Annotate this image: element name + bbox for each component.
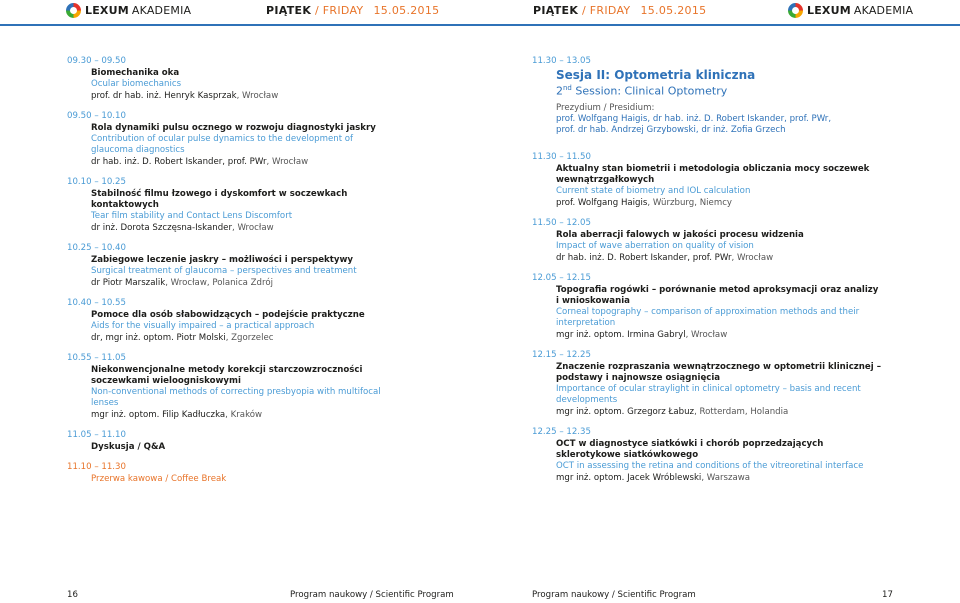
speaker-place: , Wrocław [731,252,774,263]
page-number-right: 17 [882,590,893,600]
break-sep: / [162,474,171,484]
program-item [67,56,387,102]
date: 15.05.2015 [373,4,440,17]
session-sub-suffix: nd [563,84,572,92]
item-speaker [532,473,882,484]
item-title-pl: Biomechanika oka [91,68,180,78]
item-time: 10.10 – 10.25 [67,177,126,187]
speaker-name: dr inż. Dorota Szczęsna-Iskander [91,223,232,233]
program-item [532,273,882,341]
speaker-name: dr hab. inż. D. Robert Iskander, prof. PWr [556,252,732,263]
item-title-en: Ocular biomechanics [91,79,182,89]
speaker-place: , Kraków [225,410,263,420]
header-divider [0,24,960,26]
break-en: Coffee Break [170,474,227,484]
item-title-en: Surgical treatment of glaucoma – perspectives and treatment [91,266,357,276]
speaker-name: mgr inż. optom. Irmina Gabryl [556,329,686,340]
item-title-en: Impact of wave aberration on quality of vision [556,240,754,251]
lexum-logo-right [788,3,913,18]
logo-brand: LEXUM [807,4,851,17]
program-item [532,427,882,484]
discussion-label: Dyskusja / Q&A [91,442,166,452]
speaker-place: , Wrocław [266,157,309,167]
item-title-pl: Rola dynamiki pulsu ocznego w rozwoju diagnostyki jaskry [91,123,376,133]
speaker-place: , Wrocław, Polanica Zdrój [165,278,273,288]
speaker-place: , Warszawa [701,472,751,483]
header-date-right [533,4,706,17]
speaker-place: , Rotterdam, Holandia [694,406,789,417]
item-speaker [67,223,387,234]
item-time: 11.10 – 11.30 [67,462,126,472]
speaker-place: , Wrocław [236,91,279,101]
item-title-pl: Znaczenie rozpraszania wewnątrzocznego w optometrii klinicznej – podstawy i najnowsze osiągnięcia [556,361,881,383]
program-item [532,218,882,264]
item-speaker [532,407,882,418]
day-en: FRIDAY [589,4,631,17]
item-time: 10.40 – 10.55 [67,298,126,308]
session-sub-text: Session: Clinical Optometry [571,84,728,98]
item-speaker [67,278,387,289]
day-pl: PIĄTEK [533,4,579,17]
item-time: 12.15 – 12.25 [532,349,591,360]
discussion-item [67,430,387,453]
item-title-pl: Zabiegowe leczenie jaskry – możliwości i perspektywy [91,255,354,265]
header-date-left [266,4,439,17]
item-speaker [67,410,387,421]
session-title: Sesja II: Optometria kliniczna [556,68,756,82]
item-title-pl: Stabilność filmu łzowego i dyskomfort w soczewkach kontaktowych [91,189,348,210]
program-item [67,298,387,344]
speaker-name: dr, mgr inż. optom. Piotr Molski [91,333,226,343]
item-title-pl: Niekonwencjonalne metody korekcji starczowzroczności soczewkami wieloogniskowymi [91,365,363,386]
date: 15.05.2015 [640,4,707,17]
presidium-label: Prezydium / Presidium: [556,102,655,113]
item-time: 09.50 – 10.10 [67,111,126,121]
item-title-en: Aids for the visually impaired – a practical approach [91,321,315,331]
break-pl: Przerwa kawowa [91,474,163,484]
item-title-en: Tear film stability and Contact Lens Discomfort [91,211,293,221]
session-subtitle [532,82,882,98]
speaker-name: dr hab. inż. D. Robert Iskander, prof. PWr [91,157,267,167]
item-time: 11.50 – 12.05 [532,217,591,228]
speaker-name: mgr inż. optom. Filip Kadłuczka [91,410,226,420]
break-title [67,474,387,485]
session-block [532,56,882,136]
program-item [67,243,387,289]
item-time: 12.05 – 12.15 [532,272,591,283]
speaker-name: prof. dr hab. inż. Henryk Kasprzak [91,91,237,101]
speaker-name: mgr inż. optom. Jacek Wróblewski [556,472,702,483]
left-column [67,56,387,494]
item-speaker [67,157,387,168]
footer-label-right: Program naukowy / Scientific Program [532,590,696,600]
speaker-name: dr Piotr Marszalik [91,278,166,288]
item-speaker [532,198,882,209]
session-time: 11.30 – 13.05 [532,56,591,66]
day-sep: / [578,4,590,17]
item-speaker [67,91,387,102]
item-speaker [67,333,387,344]
break-item [67,462,387,485]
speaker-name: prof. Wolfgang Haigis [556,197,648,208]
item-title-pl: Pomoce dla osób słabowidzących – podejście praktyczne [91,310,365,320]
right-column [532,56,882,493]
presidium-line-2: prof. dr hab. Andrzej Grzybowski, dr inż. Zofia Grzech [556,124,786,135]
item-title-pl: Topografia rogówki – porównanie metod aproksymacji oraz analizy i wnioskowania [556,284,879,306]
speaker-place: , Wrocław [685,329,728,340]
footer-label-left: Program naukowy / Scientific Program [290,590,454,600]
item-title-en: Non-conventional methods of correcting presbyopia with multifocal lenses [91,387,381,408]
program-item [67,111,387,168]
item-time: 09.30 – 09.50 [67,56,126,66]
speaker-place: , Wrocław [231,223,274,233]
day-sep: / [311,4,323,17]
program-item [532,152,882,209]
item-time: 10.55 – 11.05 [67,353,126,363]
item-title-pl: Rola aberracji falowych w jakości procesu widzenia [556,229,804,240]
item-speaker [532,330,882,341]
session-sub-number: 2 [556,84,563,98]
item-title-pl: Aktualny stan biometrii i metodologia obliczania mocy soczewek wewnątrzgałkowych [556,163,870,185]
program-item [67,353,387,421]
item-title-en: Importance of ocular straylight in clinical optometry – basis and recent developments [556,383,861,405]
item-speaker [532,253,882,264]
item-title-en: Corneal topography – comparison of approximation methods and their interpretation [556,306,860,328]
program-item [67,177,387,234]
lexum-logo-icon [66,3,81,18]
speaker-place: , Zgorzelec [225,333,274,343]
logo-sub: AKADEMIA [131,4,192,17]
lexum-logo-left [66,3,191,18]
item-title-en: Contribution of ocular pulse dynamics to the development of glaucoma diagnostics [91,134,354,155]
item-title-pl: OCT w diagnostyce siatkówki i chorób poprzedzających sklerotykowe siatkówkowego [556,438,824,460]
logo-brand: LEXUM [85,4,129,17]
page-number-left: 16 [67,590,78,600]
day-pl: PIĄTEK [266,4,312,17]
item-time: 11.30 – 11.50 [532,151,591,162]
presidium-line-1: prof. Wolfgang Haigis, dr hab. inż. D. Robert Iskander, prof. PWr, [556,113,832,124]
logo-sub: AKADEMIA [853,4,914,17]
item-time: 12.25 – 12.35 [532,426,591,437]
item-time: 11.05 – 11.10 [67,430,126,440]
item-title-en: Current state of biometry and IOL calculation [556,185,751,196]
program-item [532,350,882,418]
item-time: 10.25 – 10.40 [67,243,126,253]
lexum-logo-icon [788,3,803,18]
speaker-name: mgr inż. optom. Grzegorz Łabuz [556,406,695,417]
day-en: FRIDAY [322,4,364,17]
top-header [0,0,960,22]
item-title-en: OCT in assessing the retina and conditions of the vitreoretinal interface [556,460,864,471]
speaker-place: , Würzburg, Niemcy [647,197,733,208]
